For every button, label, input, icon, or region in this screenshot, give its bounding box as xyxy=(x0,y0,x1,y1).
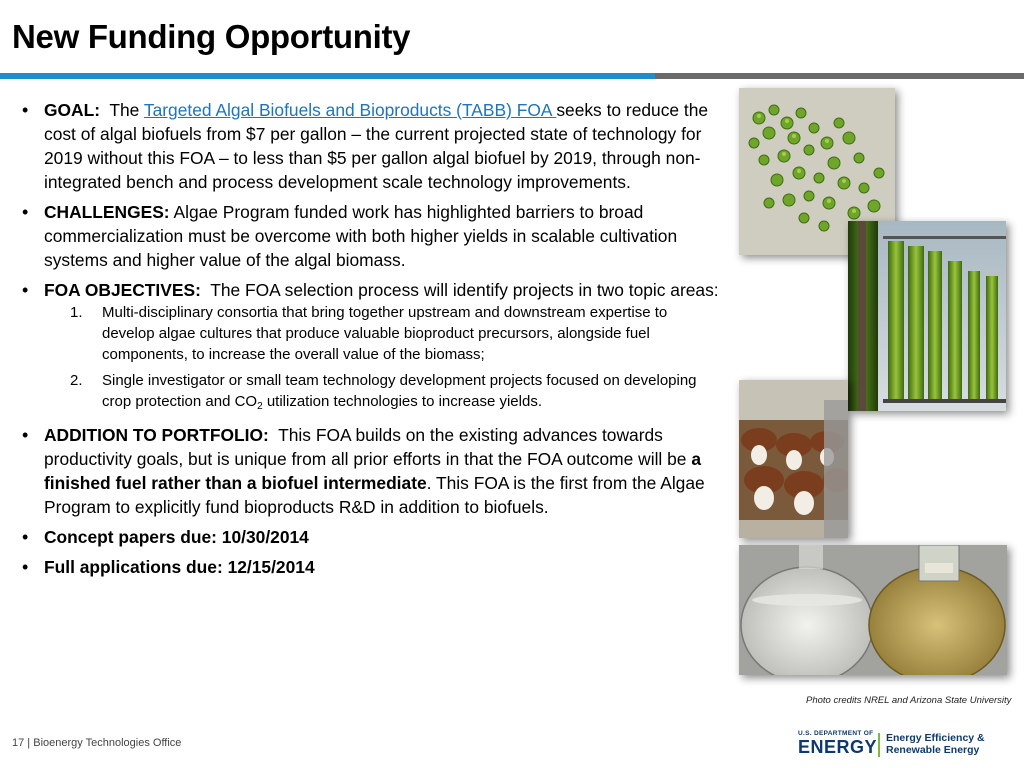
page-title: New Funding Opportunity xyxy=(12,18,411,55)
goal-text: seeks to reduce the cost of algal biofuels from $7 per gallon – the current projected state of technology for 2019 without this FOA – to less than $5 per gallon algal biofuel by 2019, through non-integrated bench and process development scale technology improvements. xyxy=(44,100,709,192)
logo-divider xyxy=(878,733,880,757)
doe-logo-energy-text: ENERGY xyxy=(798,737,878,757)
portfolio-bold: a finished fuel rather than a biofuel intermediate xyxy=(44,449,701,493)
footer-separator: | xyxy=(24,737,34,749)
fuel-flasks-photo xyxy=(739,545,1007,675)
eere-line-2: Renewable Energy xyxy=(886,744,980,756)
photobioreactor-photo xyxy=(848,221,1006,411)
co2-subscript: 2 xyxy=(257,401,263,412)
office-name: Bioenergy Technologies Office xyxy=(33,737,182,749)
slide-footer xyxy=(12,737,181,749)
objective-text-post: utilization technologies to increase yields. xyxy=(262,393,542,410)
doe-eere-logo xyxy=(798,730,998,760)
bullet-objectives xyxy=(22,278,722,417)
objectives-sublist xyxy=(44,302,722,417)
eere-line-1: Energy Efficiency & xyxy=(886,732,985,744)
bullet-content xyxy=(22,98,722,585)
goal-label: GOAL: xyxy=(44,100,101,120)
challenges-label: CHALLENGES: xyxy=(44,202,170,222)
goal-pre: The xyxy=(109,100,140,120)
portfolio-text-1: This FOA builds on the existing advances towards productivity goals, but is unique from all prior efforts in that the FOA outcome will be xyxy=(44,425,687,469)
tabb-foa-link[interactable]: Targeted Algal Biofuels and Bioproducts (TABB) FOA xyxy=(143,100,557,120)
full-due-text: Full applications due: 12/15/2014 xyxy=(44,557,315,577)
title-rule-gray xyxy=(655,73,1024,79)
cattle-graphic xyxy=(739,380,848,538)
bioreactor-graphic xyxy=(848,221,1006,411)
objective-item-2 xyxy=(44,370,722,417)
bullet-portfolio xyxy=(22,423,722,519)
bullet-goal xyxy=(22,98,722,194)
portfolio-text-2: . This FOA is the first from the Algae Program to explicitly fund bioproducts R&D in addition to biofuels. xyxy=(44,473,705,517)
objective-item-1 xyxy=(44,302,722,365)
bullet-challenges xyxy=(22,200,722,272)
objective-number: 1. xyxy=(70,304,83,321)
flasks-graphic xyxy=(739,545,1007,675)
challenges-text: Algae Program funded work has highlighted barriers to broad commercialization must be overcome with both higher yields in scalable cultivation systems and higher value of the algal biomass. xyxy=(44,202,678,270)
objectives-text: The FOA selection process will identify projects in two topic areas: xyxy=(210,280,719,300)
bullet-list xyxy=(22,98,722,579)
bullet-concept-due xyxy=(22,525,722,549)
objective-number: 2. xyxy=(70,372,83,389)
photo-credit: Photo credits NREL and Arizona State University xyxy=(806,695,1012,706)
portfolio-label: ADDITION TO PORTFOLIO: xyxy=(44,425,269,445)
concept-due-text: Concept papers due: 10/30/2014 xyxy=(44,527,309,547)
title-rule-blue xyxy=(0,73,655,79)
eere-text xyxy=(886,732,985,756)
objectives-label: FOA OBJECTIVES: xyxy=(44,280,201,300)
doe-logo-small-text: U.S. DEPARTMENT OF xyxy=(798,730,874,737)
page-number: 17 xyxy=(12,737,25,749)
bullet-full-due xyxy=(22,555,722,579)
objective-text-pre: Single investigator or small team technology development projects focused on developing crop protection and CO xyxy=(102,372,697,410)
objective-text: Multi-disciplinary consortia that bring together upstream and downstream expertise to develop algae cultures that produce valuable bioproduct precursors, alongside fuel components, to increase the overall value of the biomass; xyxy=(102,304,668,363)
cattle-feedlot-photo xyxy=(739,380,848,538)
